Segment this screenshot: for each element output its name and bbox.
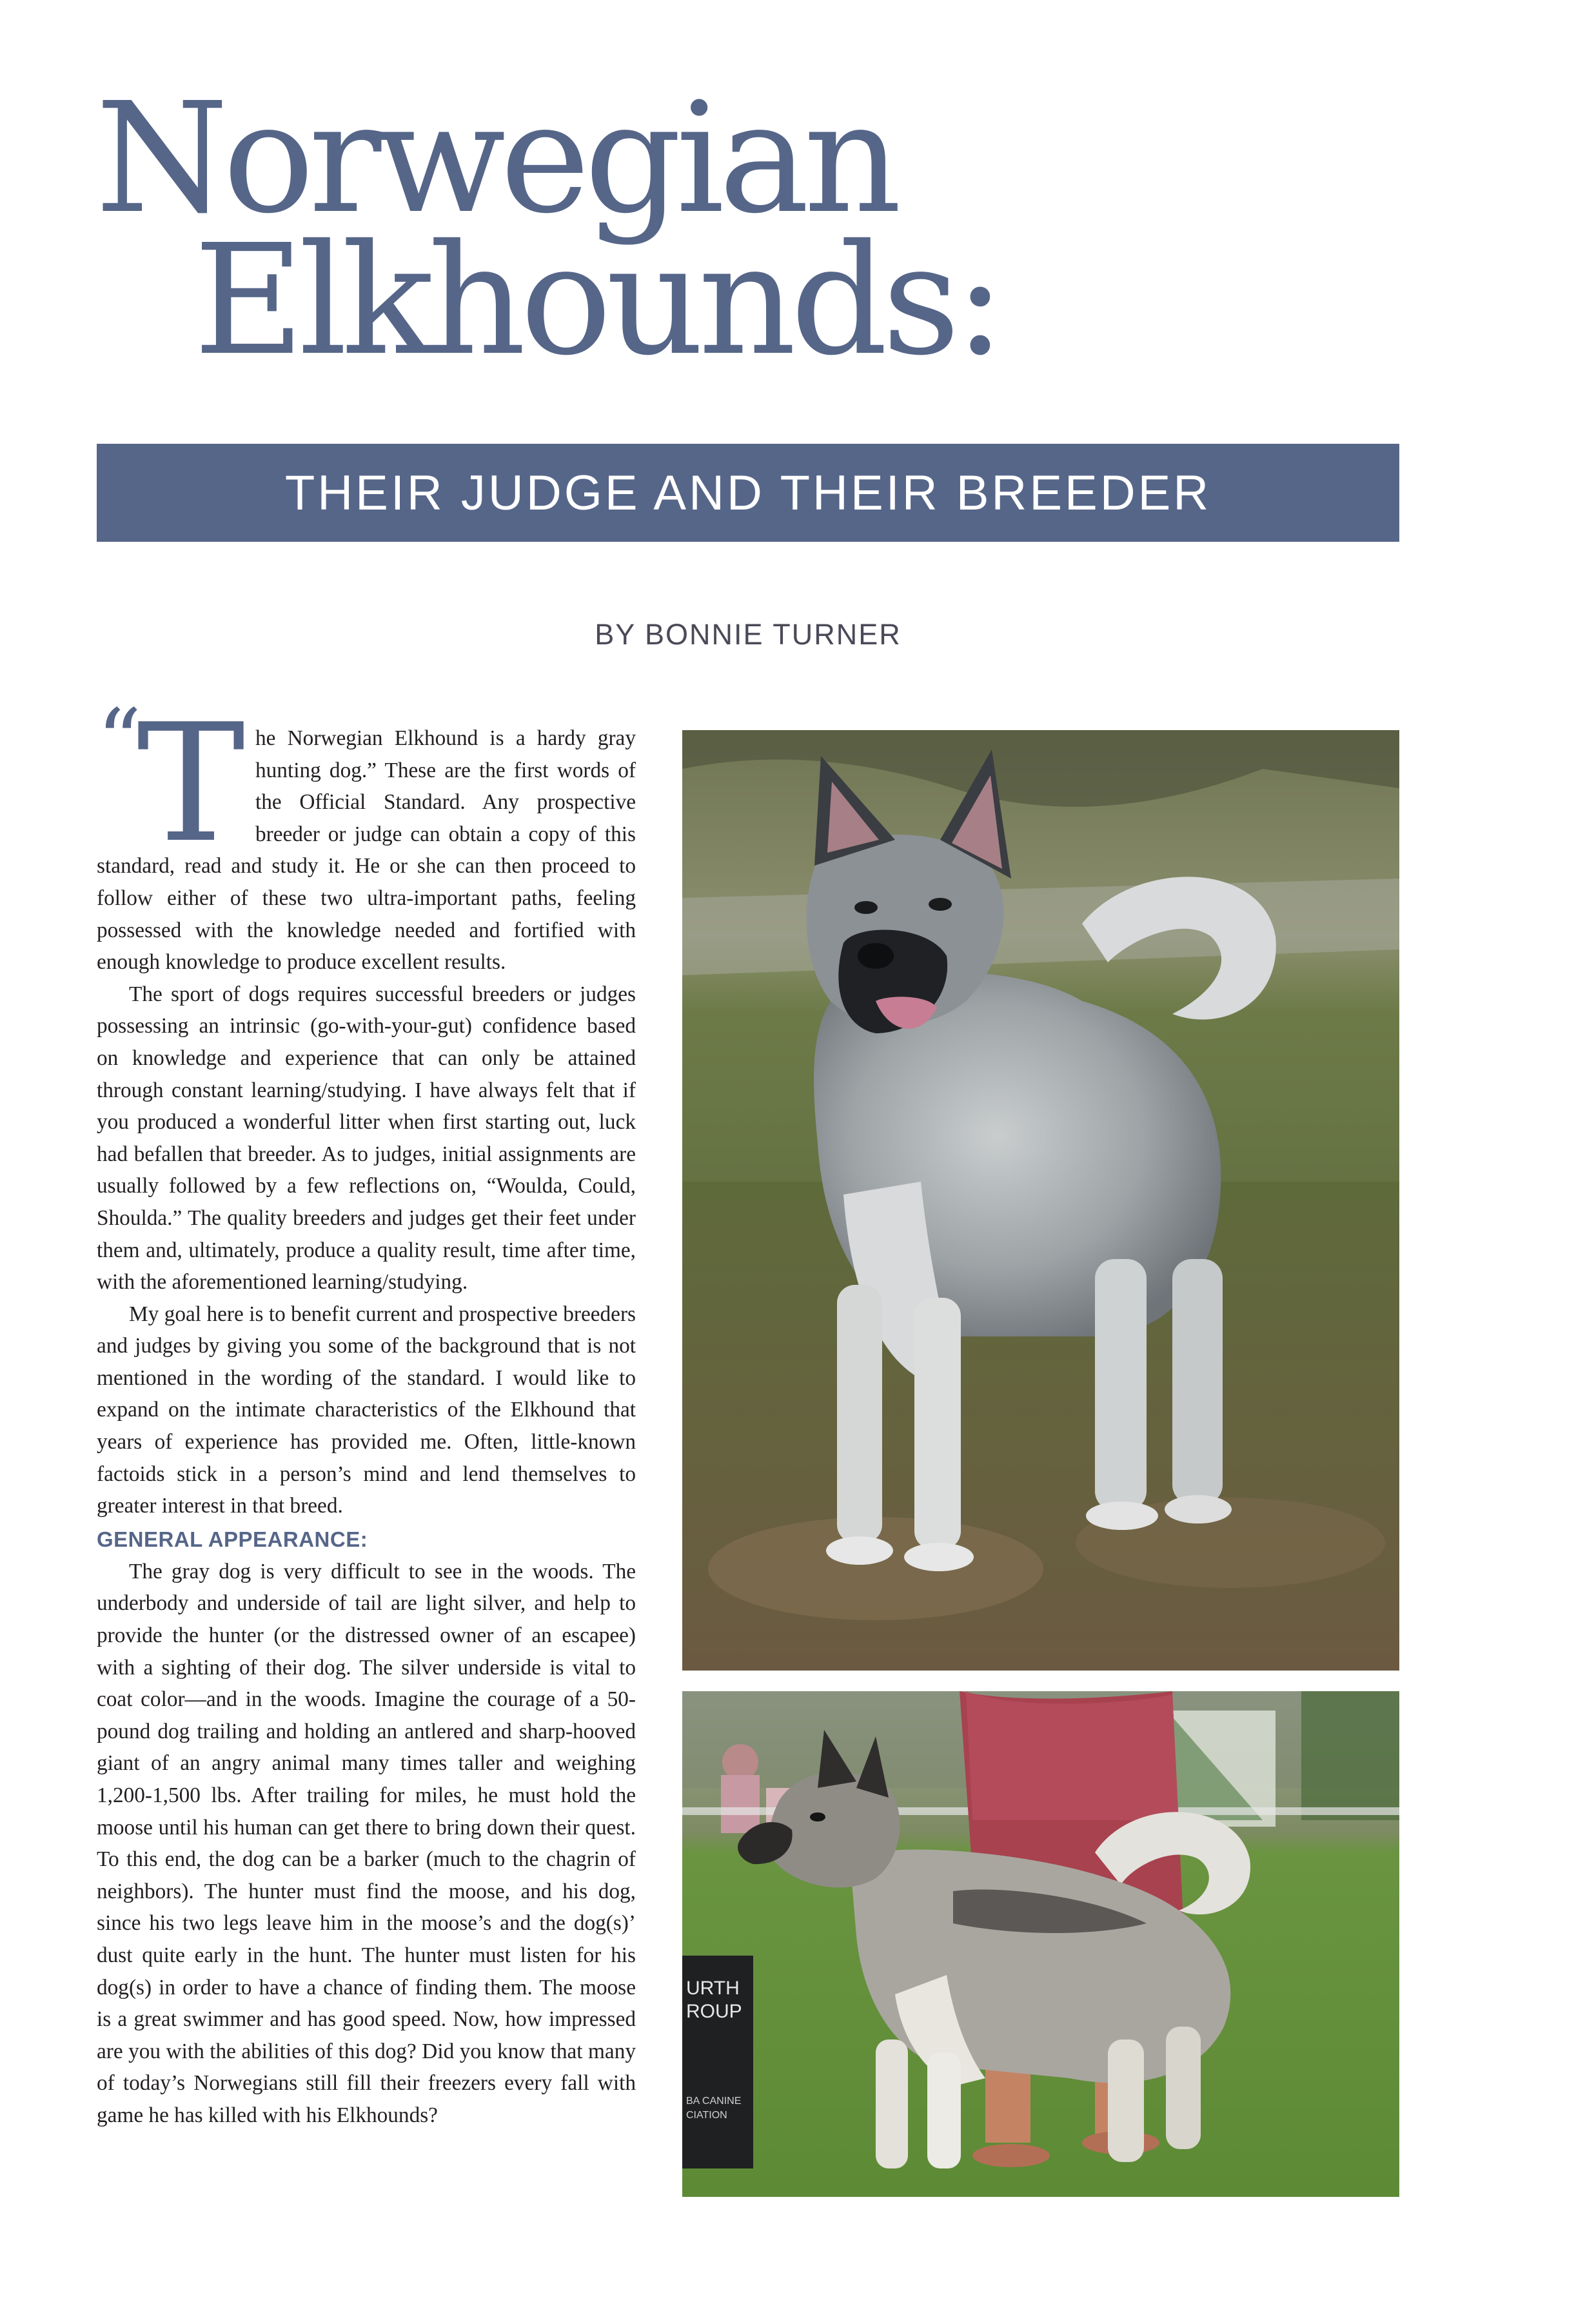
subtitle-banner <box>97 444 1399 542</box>
byline: BY BONNIE TURNER <box>595 618 901 651</box>
sign-text-1: URTH <box>686 1978 740 1999</box>
article-body <box>97 690 636 2132</box>
article-paragraph: My goal here is to benefit current and prospective breeders and judges by giving you some of the background that is not mentioned in the wording of the standard. I would like to expand on the intimate characteristics of the Elkhound that years of experience has provided me. Often, little-known factoids stick in a person’s mind and lend themselves to greater interest in that breed. <box>97 1302 636 1518</box>
section-heading: GENERAL APPEARANCE: <box>97 1527 368 1551</box>
elkhound-standing-photo <box>682 730 1399 1671</box>
page-title-line-1: Norwegian <box>95 70 896 247</box>
drop-cap-quote: “ <box>97 691 142 793</box>
article-paragraph: The sport of dogs requires successful breeders or judges possessing an intrinsic (go-with-your-gut) confidence based on knowledge and experience that can only be attained through constant learning/studying. I have always felt that if you produced a wonderful litter when first starting out, luck had befallen that breeder. As to judges, initial assignments are usually followed by a few reflections on, “Woulda, Could, Shoulda.” The quality breeders and judges get their feet under them and, ultimately, produce a quality result, time after time, with the aforementioned learning/studying. <box>97 982 636 1295</box>
subtitle-text: THEIR JUDGE AND THEIR BREEDER <box>284 465 1212 521</box>
sign-text-4: CIATION <box>686 2110 727 2121</box>
drop-cap <box>97 690 251 878</box>
article-paragraph: he Norwegian Elkhound is a hardy gray hunting dog.” These are the first words of the Official Standard. Any prospective breeder or judge can obtain a copy of this standard, read and study it. He or she can then proceed to follow either of these two ultra-important paths, feeling possessed with the knowledge needed and fortified with enough knowledge to produce excellent results. <box>97 726 636 975</box>
sign-text-3: BA CANINE <box>686 2096 742 2107</box>
elkhound-show-ring-photo <box>682 1691 1399 2197</box>
drop-cap-letter: T <box>137 690 246 878</box>
page-title-line-2: Elkhounds: <box>193 212 1000 389</box>
article-paragraph: The gray dog is very difficult to see in the woods. The underbody and underside of tail are light silver, and help to provide the hunter (or the distressed owner of an escapee) with a sighting of their dog. The silver underside is vital to coat color—and in the woods. Imagine the courage of a 50-pound dog trailing and holding an antlered and sharp-hooved giant of an angry animal many times taller and weighing 1,200-1,500 lbs. After trailing for miles, he must hold the moose until his human can get there to bring down their quest. To this end, the dog can be a barker (much to the chagrin of neighbors). The hunter must find the moose, and his dog, since his two legs leave him in the moose’s and the dog(s)’ dust quite early in the hunt. The hunter must listen for his dog(s) in order to have a chance of finding them. The moose is a great swimmer and has good speed. Now, how impressed are you with the abilities of this dog? Did you know that many of today’s Norwegians still fill their freezers every fall with game he has killed with his Elkhounds? <box>97 1559 636 2127</box>
sign-text-2: ROUP <box>686 2001 742 2022</box>
